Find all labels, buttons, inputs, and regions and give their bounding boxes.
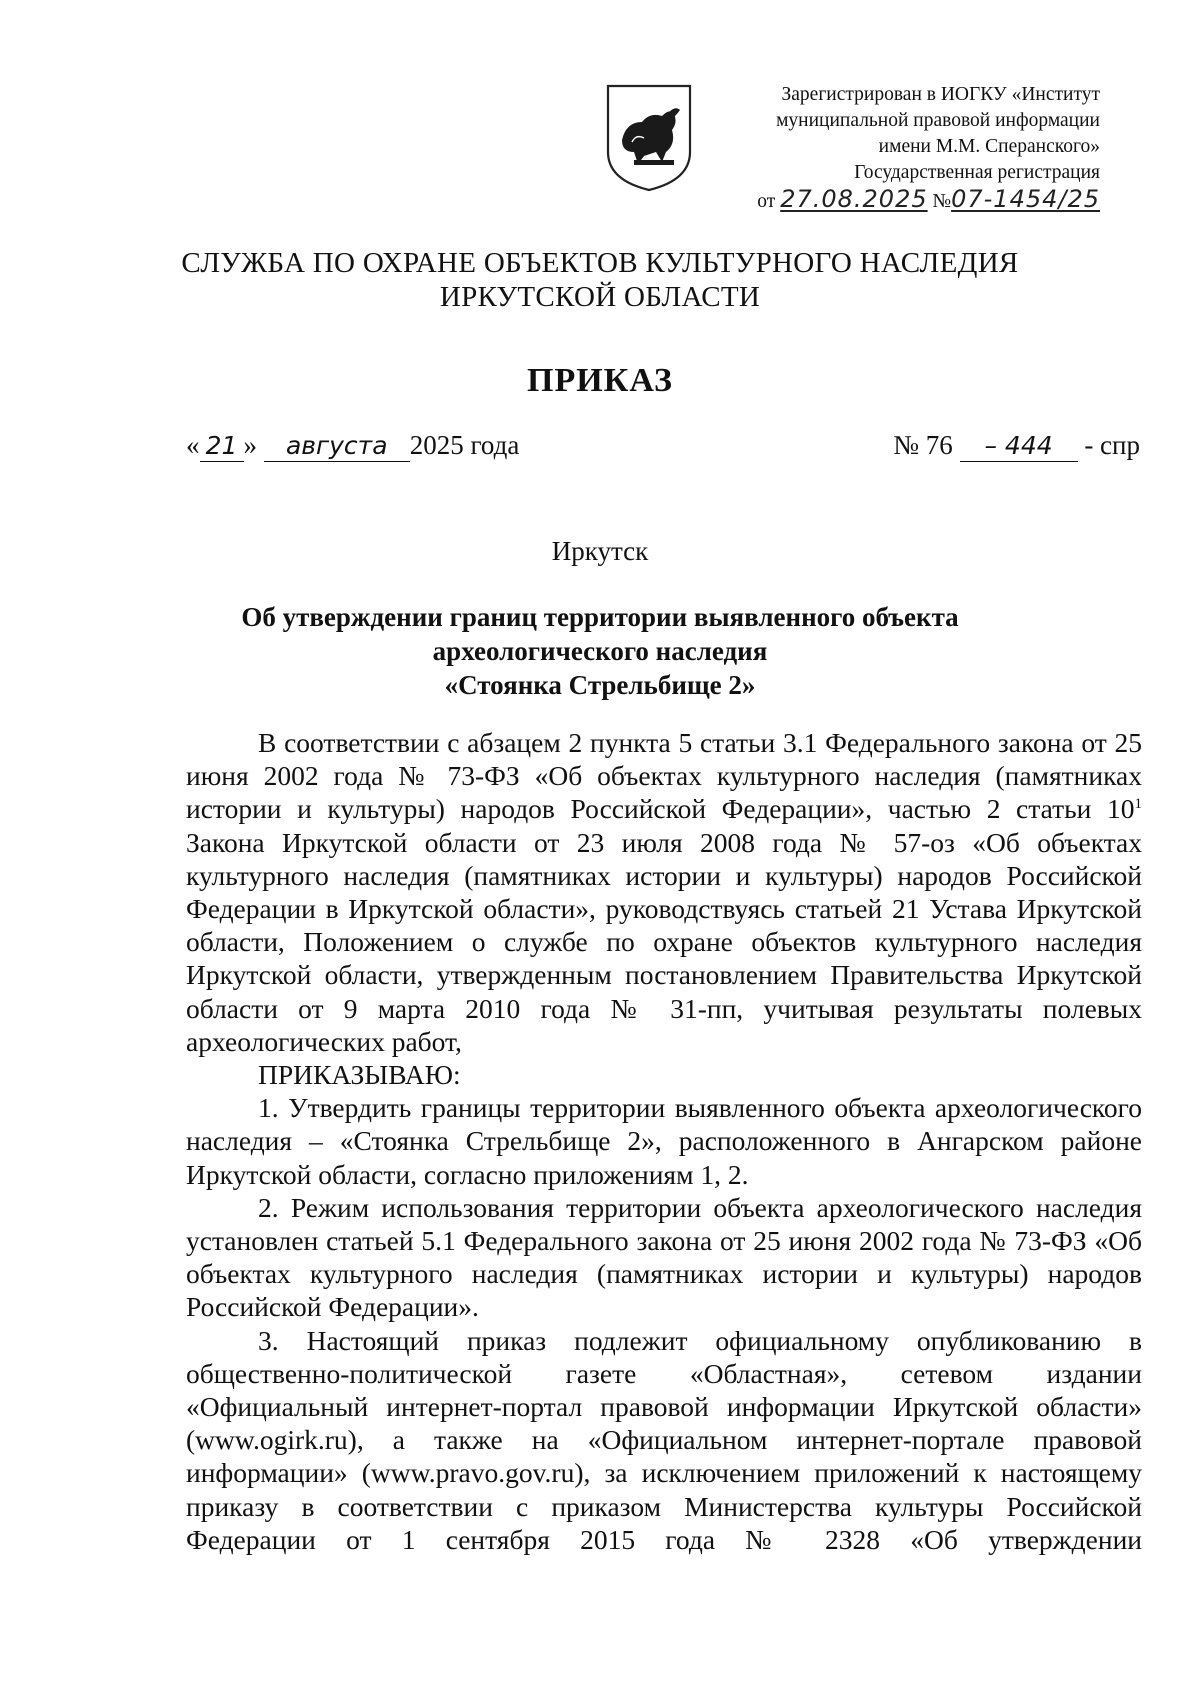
superscript: 1 bbox=[1134, 796, 1142, 813]
registration-line: Зарегистрирован в ИОГКУ «Институт bbox=[781, 84, 1100, 105]
date-month: августа bbox=[264, 431, 410, 462]
date-day: 21 bbox=[200, 431, 244, 462]
date-year: 2025 года bbox=[409, 430, 520, 460]
registration-number-line bbox=[640, 186, 1100, 215]
number-handwritten: – 444 bbox=[960, 431, 1078, 462]
order-word: ПРИКАЗЫВАЮ: bbox=[258, 1059, 461, 1091]
agency-line-2: ИРКУТСКОЙ ОБЛАСТИ bbox=[439, 281, 761, 313]
order-item-3: 3. Настоящий приказ подлежит официальному опубликованию в общественно-политической газете «Областная», сетевом издании «Официальный интернет-портал правовой информации Иркутской области» (www.ogirk.ru), а также на «Официальном интернет-портале правовой информации» (www.pravo.gov.ru), за исключением приложений к настоящему приказу в соответствии с приказом Министерства культуры Российской Федерации от 1 сентября 2015 года № 2328 «Об утверждении bbox=[186, 1324, 1142, 1555]
date-close-quote: » bbox=[243, 430, 257, 460]
registration-block bbox=[640, 82, 1100, 215]
registration-no-prefix: № bbox=[932, 191, 952, 212]
registration-line: муниципальной правовой информации bbox=[776, 110, 1100, 131]
order-item-1: 1. Утвердить границы территории выявленного объекта археологического наследия – «Стоянка Стрельбище 2», расположенного в Ангарском районе Иркутской области, согласно приложениям 1, 2. bbox=[186, 1092, 1142, 1190]
number-prefix: № 76 bbox=[893, 430, 953, 460]
order-subject bbox=[0, 600, 1200, 702]
order-date bbox=[186, 430, 519, 462]
subject-line-3: «Стоянка Стрельбище 2» bbox=[444, 670, 756, 700]
order-number bbox=[893, 430, 1140, 462]
subject-line-1: Об утверждении границ территории выявленного объекта bbox=[241, 602, 959, 632]
registration-number: 07-1454/25 bbox=[951, 185, 1100, 213]
city: Иркутск bbox=[551, 536, 649, 566]
order-title: ПРИКАЗ bbox=[527, 362, 673, 399]
date-open-quote: « bbox=[186, 430, 200, 460]
preamble-paragraph bbox=[186, 726, 1142, 1058]
registration-date: 27.08.2025 bbox=[780, 185, 928, 213]
registration-line: Государственная регистрация bbox=[854, 162, 1100, 183]
number-suffix: - спр bbox=[1084, 430, 1140, 460]
subject-line-2: археологического наследия bbox=[432, 636, 768, 666]
order-body bbox=[186, 726, 1142, 1556]
registration-from-prefix: от bbox=[757, 191, 776, 212]
registration-line: имени М.М. Сперанского» bbox=[878, 136, 1100, 157]
preamble-text-cont: Закона Иркутской области от 23 июля 2008 года № 57-оз «Об объектах культурного наследия (памятниках истории и культуры) народов Российской Федерации в Иркутской области», руководствуясь статьей 21 Устава Иркутской области, Положением о службе по охране объектов культурного наследия Иркутской области, утвержденным постановлением Правительства Иркутской области от 9 марта 2010 года № 31-пп, учитывая результаты полевых археологических работ, bbox=[186, 826, 1142, 1057]
agency-name bbox=[0, 246, 1200, 314]
order-item-2: 2. Режим использования территории объекта археологического наследия установлен статьей 5.1 Федерального закона от 25 июня 2002 года № 73-ФЗ «Об объектах культурного наследия (памятниках истории и культуры) народов Российской Федерации». bbox=[186, 1191, 1142, 1323]
preamble-text: В соответствии с абзацем 2 пункта 5 статьи 3.1 Федерального закона от 25 июня 2002 года № 73-ФЗ «Об объектах культурного наследия (памятниках истории и культуры) народов Российской Федерации», частью 2 статьи 10 bbox=[186, 727, 1142, 825]
agency-line-1: СЛУЖБА ПО ОХРАНЕ ОБЪЕКТОВ КУЛЬТУРНОГО НАСЛЕДИЯ bbox=[181, 247, 1019, 279]
